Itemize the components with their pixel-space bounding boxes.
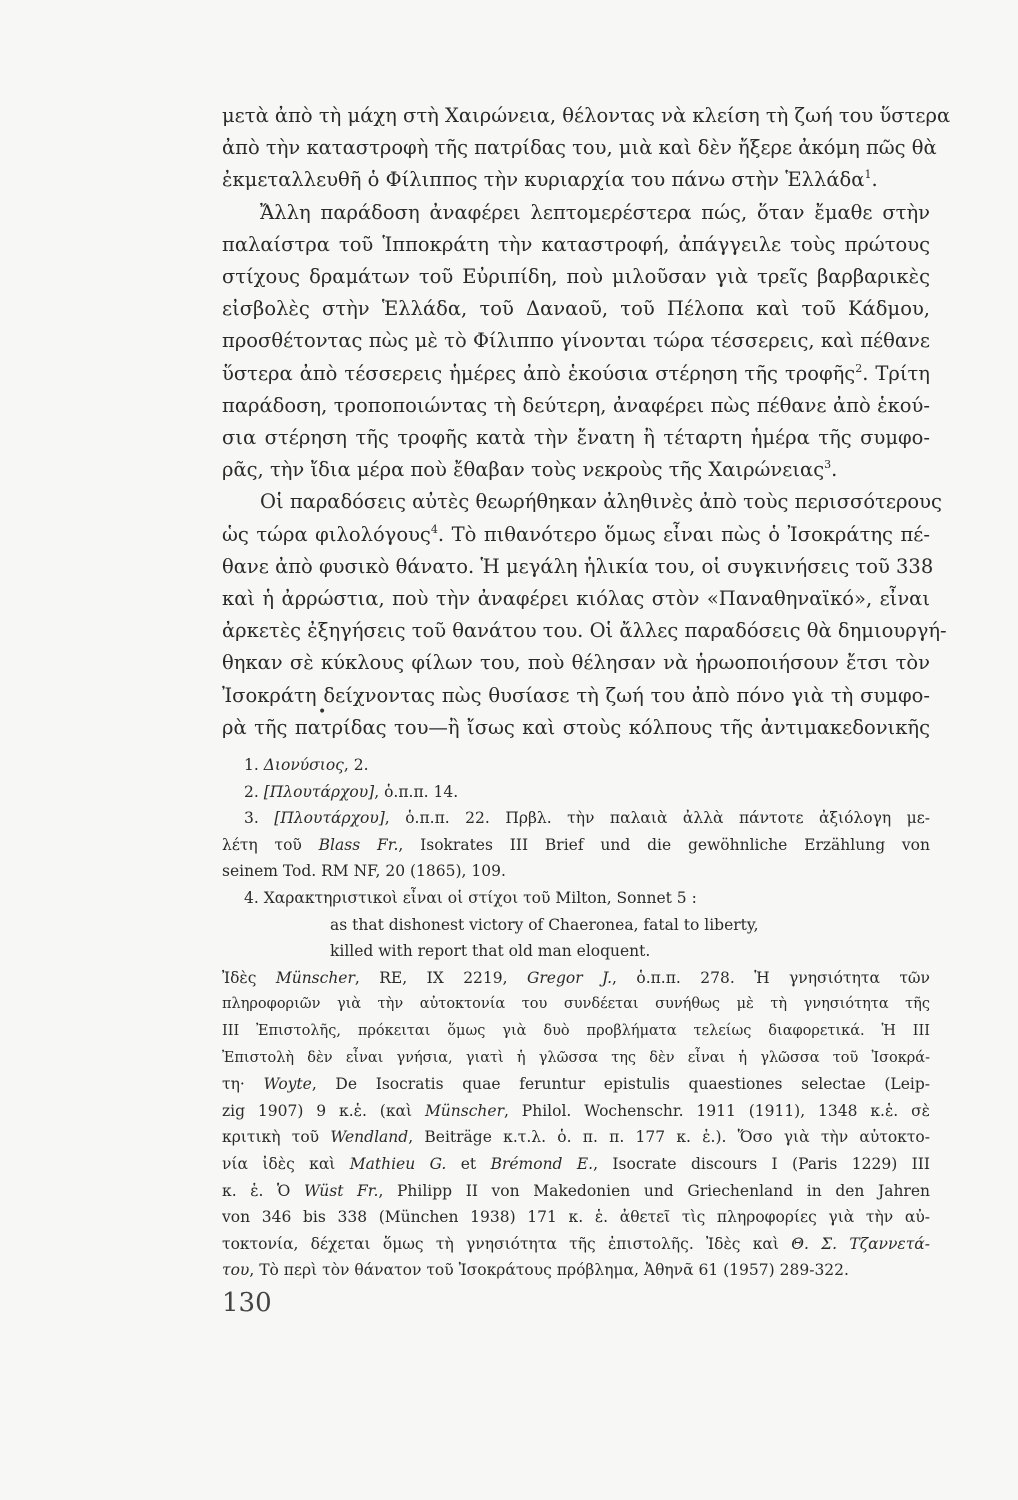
text-line: ἀπὸ τὴν καταστροφὴ τῆς πατρίδας του, μιὰ καὶ δὲν ἤξερε ἀκόμη πῶς θὰ [222, 136, 937, 160]
text-line: ὡς τώρα φιλολόγους$^4$. Τὸ πιθανότερο ὅμως εἶναι πὼς ὁ Ἰσοκράτης πέ- [222, 522, 930, 546]
main-text [222, 100, 951, 744]
text-line: Ἰσοκράτη δείχνοντας πὼς θυσίασε τὴ ζωή του ἀπὸ πόνο γιὰ τὴ συμφο- [222, 683, 930, 707]
text-line: ρὰ τῆς πατρίδας του—ἢ ἴσως καὶ στοὺς κόλπους τῆς ἀντιμακεδονικῆς [222, 715, 930, 739]
page-number: 130 [222, 1288, 272, 1318]
text-line: σια στέρηση τῆς τροφῆς κατὰ τὴν ἔνατη ἢ τέταρτη ἡμέρα τῆς συμφο- [222, 426, 930, 450]
text-line: καὶ ἡ ἀρρώστια, ποὺ τὴν ἀναφέρει κιόλας στὸν «Παναθηναϊκό», εἶναι [222, 587, 930, 611]
quote-line: killed with report that old man eloquent. [330, 942, 651, 961]
footnote-ref: 1 [864, 168, 872, 182]
text-line: παλαίστρα τοῦ Ἱπποκράτη τὴν καταστροφή, ἀπάγγειλε τοὺς πρώτους [222, 232, 930, 256]
text-line: Ἄλλη παράδοση ἀναφέρει λεπτομερέστερα πώς, ὅταν ἔμαθε στὴν [260, 200, 930, 224]
footnotes [222, 752, 930, 1284]
footnote-3: 3. [Πλουτάρχου], ὁ.π.π. 22. Πρβλ. τὴν παλαιὰ ἀλλὰ πάντοτε ἀξιόλογη με- λέτη τοῦ Blass Fr., Isokrates III Brief und die gewöhnliche Erzählung von seinem Tod. RM NF, 20 (1865), 109. [222, 809, 930, 881]
footnote-4: 4. Χαρακτηριστικοὶ εἶναι οἱ στίχοι τοῦ Milton, Sonnet 5 : as that dishonest victory of Chaeronea, fatal to liberty, killed with report that old man eloquent. Ἰδὲς Münscher, RE, IX 2219, Gregor J., ὁ.π.π. 278. Ἡ γνησιότητα τῶν πληροφοριῶν γιὰ τὴν αὐτοκτονία του συνδέεται συνήθως μὲ τὴ γνησιότητα τῆς III Ἐπιστολῆς, πρόκειται ὅμως γιὰ δυὸ προβλήματα τελείως διαφορετικά. Ἡ III Ἐπιστολὴ δὲν εἶναι γνήσια, γιατὶ ἡ γλῶσσα της δὲν εἶναι ἡ γλῶσσα τοῦ Ἰσοκρά- τη· Woyte, De Isocratis quae feruntur epistulis quaestiones selectae (Leip- zig 1907) 9 κ.ἑ. (καὶ Münscher, Philol. Wochenschr. 1911 (1911), 1348 κ.ἑ. σὲ κριτικὴ τοῦ Wendland, Beiträge κ.τ.λ. ὁ. π. π. 177 κ. ἑ.). Ὅσο γιὰ τὴν αὐτοκτο- νία ἰδὲς καὶ Mathieu G. et Brémond E., Isocrate discours I (Paris 1229) III κ. ἑ. Ὁ Wüst Fr., Philipp II von Makedonien und Griechenland in den Jahren von 346 bis 338 (München 1938) 171 κ. ἑ. ἀθετεῖ τὶς πληροφορίες γιὰ τὴν αὐ- τοκτονία, δέχεται ὅμως τὴ γνησιότητα τῆς ἐπιστολῆς. Ἰδὲς καὶ Θ. Σ. Τζαννετά- του, Τὸ περὶ τὸν θάνατον τοῦ Ἰσοκράτους πρόβλημα, Ἀθηνᾶ 61 (1957) 289-322. [222, 888, 931, 1280]
text-line: ἐκμεταλλευθῆ ὁ Φίλιππος τὴν κυριαρχία του πάνω στὴν Ἑλλάδα$^1$. [222, 168, 878, 192]
footnote-ref: 4 [430, 522, 438, 536]
text-line: προσθέτοντας πὼς μὲ τὸ Φίλιππο γίνονται τώρα τέσσερεις, καὶ πέθανε [222, 329, 930, 353]
text-line: ρᾶς, τὴν ἴδια μέρα ποὺ ἔθαβαν τοὺς νεκροὺς τῆς Χαιρώνειας$^3$. [222, 458, 838, 482]
text-line: ὕστερα ἀπὸ τέσσερεις ἡμέρες ἀπὸ ἑκούσια στέρηση τῆς τροφῆς$^2$. Τρίτη [222, 361, 930, 385]
text-line: Οἱ παραδόσεις αὐτὲς θεωρήθηκαν ἀληθινὲς ἀπὸ τοὺς περισσότερους [260, 490, 942, 514]
text-line: μετὰ ἀπὸ τὴ μάχη στὴ Χαιρώνεια, θέλοντας νὰ κλείση τὴ ζωή του ὕστερα [222, 104, 951, 127]
text-line: παράδοση, τροποποιώντας τὴ δεύτερη, ἀναφέρει πὼς πέθανε ἀπὸ ἑκού- [222, 393, 930, 417]
text-line: θηκαν σὲ κύκλους φίλων του, ποὺ θέλησαν νὰ ἡρωοποιήσουν ἔτσι τὸν [222, 651, 930, 675]
footnote-1: 1. Διονύσιος, 2. [244, 756, 369, 774]
text-line: ἀρκετὲς ἐξηγήσεις τοῦ θανάτου του. Οἱ ἄλλες παραδόσεις θὰ δημιουργή- [222, 619, 947, 643]
text-line: εἰσβολὲς στὴν Ἑλλάδα, τοῦ Δαναοῦ, τοῦ Πέλοπα καὶ τοῦ Κάδμου, [222, 297, 930, 321]
quote-line: as that dishonest victory of Chaeronea, fatal to liberty, [330, 915, 759, 934]
text-line: στίχους δραμάτων τοῦ Εὐριπίδη, ποὺ μιλοῦσαν γιὰ τρεῖς βαρβαρικὲς [222, 265, 930, 289]
text-line: θανε ἀπὸ φυσικὸ θάνατο. Ἡ μεγάλη ἡλικία του, οἱ συγκινήσεις τοῦ 338 [222, 554, 934, 578]
footnote-ref: 2 [855, 361, 863, 375]
stray-mark: • [318, 704, 327, 720]
footnote-2: 2. [Πλουτάρχου], ὁ.π.π. 14. [244, 782, 459, 801]
footnote-ref: 3 [824, 458, 832, 472]
